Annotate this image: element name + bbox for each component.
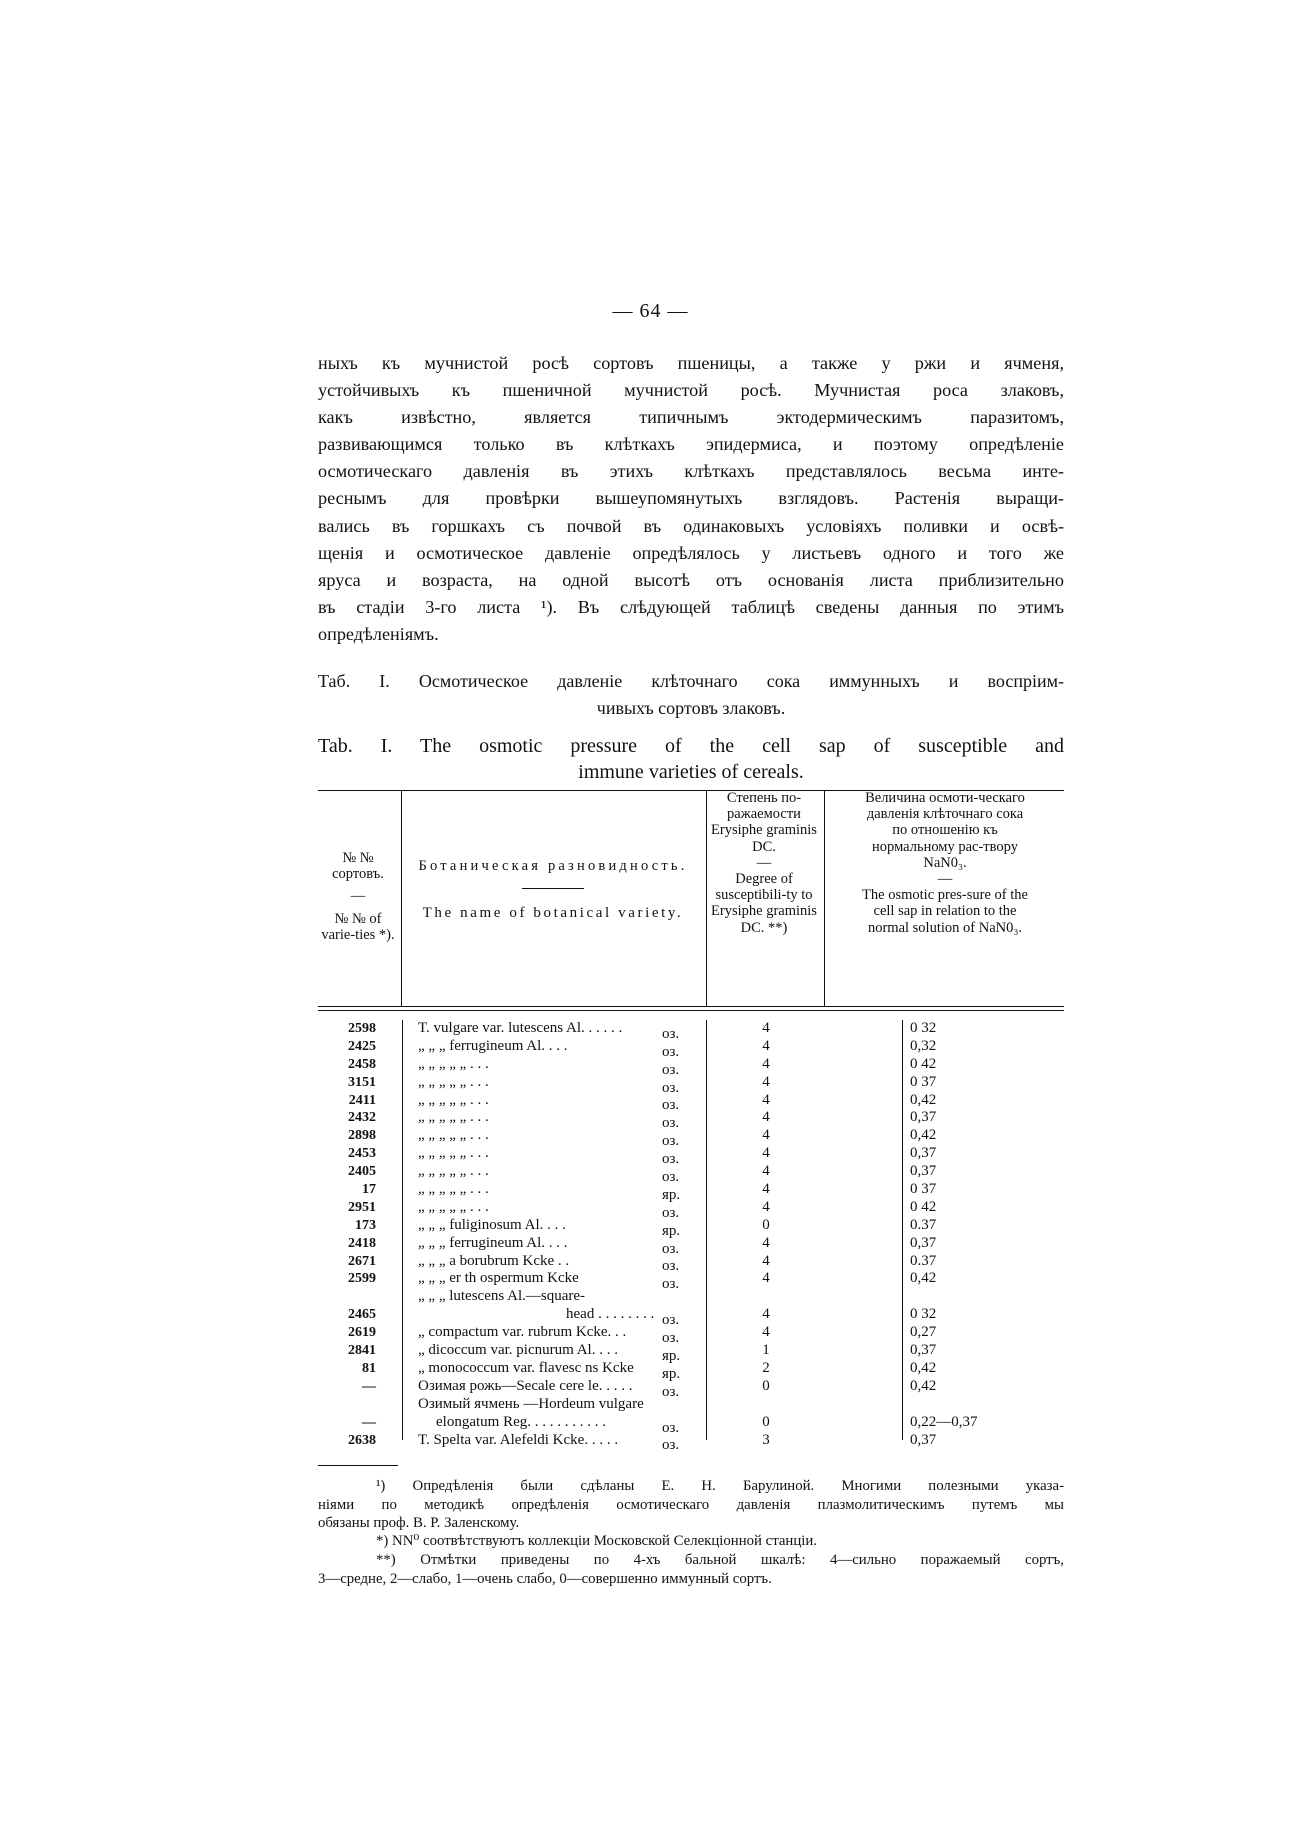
cell-variety: „ „ „ fuliginosum Al. . . . (418, 1216, 566, 1233)
cell-sowing: оз. (662, 1276, 680, 1293)
cell-sowing: оз. (662, 1151, 680, 1168)
cell-degree: 4 (762, 1306, 770, 1323)
cell-osmotic: 0,42 (910, 1270, 937, 1287)
cell-variety: „ „ „ „ „ . . . (418, 1181, 489, 1198)
table-row (318, 1431, 1064, 1454)
cell-osmotic: 0,37 (910, 1145, 937, 1162)
page-number: — 64 — (612, 300, 689, 322)
cell-number: — (362, 1414, 376, 1430)
cell-number: 2405 (348, 1164, 376, 1180)
cell-number: 2671 (348, 1253, 376, 1269)
cell-osmotic: 0 42 (910, 1055, 937, 1072)
cell-degree: 4 (762, 1109, 770, 1126)
table-row (318, 1145, 1064, 1168)
cell-osmotic: 0,37 (910, 1431, 937, 1448)
body-line: развивающимся только въ клѣткахъ эпидермиса, и поэтому опредѣленіе (318, 434, 1064, 455)
cell-variety: „ dicoccum var. picnurum Al. . . . (418, 1342, 618, 1359)
header-rule (522, 888, 584, 889)
cell-osmotic: 0,37 (910, 1234, 937, 1251)
header-degree-susceptibility (708, 790, 820, 936)
cell-degree: 3 (762, 1431, 770, 1448)
table-row (318, 1020, 1064, 1042)
cell-sowing: оз. (662, 1419, 680, 1436)
cell-osmotic: 0,27 (910, 1324, 937, 1341)
cell-osmotic: 0 37 (910, 1073, 937, 1090)
cell-degree: 4 (762, 1163, 770, 1180)
table-row (318, 1288, 1064, 1329)
cell-degree: 4 (762, 1073, 770, 1090)
cell-number: 2599 (348, 1271, 376, 1287)
cell-number: 173 (355, 1217, 376, 1233)
cell-number: 2598 (348, 1021, 376, 1036)
header-text-en: The osmotic pres-sure of the cell sap in relation to the normal solution of NaN0₃. (862, 887, 1028, 936)
cell-degree: 4 (762, 1252, 770, 1269)
header-dash: — (350, 888, 366, 905)
cell-number: 2458 (348, 1056, 376, 1072)
column-divider (706, 790, 707, 1006)
cell-osmotic: 0,42 (910, 1127, 937, 1144)
cell-variety: „ „ „ „ „ . . . (418, 1091, 489, 1108)
cell-number: 2453 (348, 1146, 376, 1162)
cell-osmotic: 0.37 (910, 1252, 937, 1269)
table-row (318, 1216, 1064, 1239)
cell-sowing: оз. (662, 1437, 680, 1454)
cell-sowing: оз. (662, 1169, 680, 1186)
table-caption-russian (318, 668, 1064, 722)
cell-osmotic: 0,42 (910, 1091, 937, 1108)
cell-variety: Озимая рожь—Secale cere le. . . . . (418, 1377, 633, 1394)
cell-number: 2841 (348, 1343, 376, 1359)
header-osmotic-pressure (826, 790, 1064, 936)
cell-sowing: оз. (662, 1043, 680, 1060)
cell-variety: „ „ „ lutescens Al.—square- (418, 1288, 586, 1305)
cell-variety: „ „ „ „ „ . . . (418, 1109, 489, 1126)
footnote-2 (318, 1532, 1064, 1551)
footnote-line: *) NN⁰ соотвѣтствуютъ коллекціи Московской Селекціонной станціи. (376, 1533, 818, 1549)
table-row (318, 1234, 1064, 1257)
cell-sowing: яр. (662, 1347, 681, 1364)
cell-sowing: оз. (662, 1025, 680, 1042)
header-dash: — (756, 854, 772, 871)
footnote-1 (318, 1477, 1064, 1533)
table-row (318, 1342, 1064, 1364)
cell-number: 2619 (348, 1325, 376, 1341)
cell-degree: 4 (762, 1037, 770, 1054)
body-line: опредѣленіямъ. (318, 623, 439, 644)
header-text-en: № № of varie-ties *). (321, 910, 395, 943)
cell-number: 2898 (348, 1128, 376, 1144)
table-row (318, 1181, 1064, 1203)
cell-variety: „ monococcum var. flavesc ns Kcke (418, 1359, 634, 1376)
table-header-rule (318, 1006, 1064, 1007)
cell-degree: 0 (762, 1377, 770, 1394)
table-header-rule-double (318, 1010, 1064, 1011)
cell-osmotic: 0,42 (910, 1359, 937, 1376)
cell-sowing: оз. (662, 1204, 680, 1221)
table-row (318, 1377, 1064, 1400)
cell-degree: 0 (762, 1413, 770, 1430)
cell-variety: „ „ „ ferrugineum Al. . . . (418, 1037, 568, 1054)
table-row (318, 1109, 1064, 1132)
table-row (318, 1091, 1064, 1114)
body-line: осмотическаго давленія въ этихъ клѣткахъ представлялось весьма инте- (318, 461, 1064, 482)
cell-variety: „ „ „ a borubrum Kcke . . (418, 1252, 570, 1269)
header-dash: — (937, 871, 953, 888)
cell-osmotic: 0,42 (910, 1377, 937, 1394)
cell-degree: 4 (762, 1324, 770, 1341)
cell-osmotic: 0,37 (910, 1109, 937, 1126)
table-body (318, 1020, 1064, 1454)
body-line: щенія и осмотическое давленіе опредѣлялось у листьевъ одного и того же (318, 542, 1064, 563)
cell-osmotic: 0,32 (910, 1037, 937, 1054)
cell-degree: 2 (762, 1359, 770, 1376)
cell-variety-cont: head . . . . . . . . (566, 1306, 655, 1323)
table-row (318, 1395, 1064, 1436)
cell-number: — (362, 1378, 376, 1394)
body-line: въ стадіи 3-го листа ¹). Въ слѣдующей таблицѣ сведены данныя по этимъ (318, 596, 1064, 617)
cell-variety: „ „ „ ferrugineum Al. . . . (418, 1234, 568, 1251)
footnote-line: обязаны проф. В. Р. Заленскому. (318, 1515, 520, 1532)
body-paragraph (318, 350, 1064, 648)
footnote-3 (318, 1551, 1064, 1588)
cell-sowing: оз. (662, 1383, 680, 1400)
column-divider (824, 790, 825, 1006)
body-line: ныхъ къ мучнистой росѣ сортовъ пшеницы, а также у ржи и ячменя, (318, 353, 1064, 373)
header-text-en: Degree of susceptibili-ty to Erysiphe graminis DC. **) (711, 871, 817, 936)
caption-line: immune varieties of cereals. (578, 761, 804, 783)
body-line: вались въ горшкахъ съ почвой въ одинаковыхъ условіяхъ поливки и освѣ- (318, 515, 1064, 536)
cell-variety-cont: elongatum Reg. . . . . . . . . . . (436, 1413, 606, 1430)
cell-sowing: оз. (662, 1097, 680, 1114)
cell-number: 2465 (348, 1307, 376, 1323)
cell-osmotic: 0.37 (910, 1216, 937, 1233)
cell-sowing: оз. (662, 1240, 680, 1257)
cell-variety: „ „ „ „ „ . . . (418, 1055, 489, 1072)
cell-degree: 4 (762, 1234, 770, 1251)
cell-degree: 4 (762, 1020, 770, 1036)
table-row (318, 1359, 1064, 1382)
cell-number: 2411 (348, 1092, 376, 1108)
cell-sowing: оз. (662, 1133, 680, 1150)
cell-sowing: яр. (662, 1222, 681, 1239)
cell-osmotic: 0,37 (910, 1163, 937, 1180)
cell-osmotic: 0 37 (910, 1181, 937, 1198)
cell-degree: 0 (762, 1216, 770, 1233)
body-line: яруса и возраста, на одной высотѣ отъ основанія листа приблизительно (318, 569, 1064, 590)
header-text-ru: Ботаническая разновидность. (418, 858, 688, 874)
caption-line: Таб. I. Осмотическое давленіе клѣточнаго сока иммунныхъ и воспріим- (318, 671, 1064, 691)
column-divider (401, 790, 402, 1006)
cell-variety: „ „ „ „ „ . . . (418, 1073, 489, 1090)
table-row (318, 1073, 1064, 1096)
cell-osmotic: 0,37 (910, 1342, 937, 1359)
header-variety-number (318, 850, 398, 943)
cell-variety: T. vulgare var. lutescens Al. . . . . . (418, 1020, 623, 1036)
cell-osmotic: 0 32 (910, 1306, 937, 1323)
table-row (318, 1163, 1064, 1186)
cell-variety: Озимый ячмень —Hordeum vulgare (418, 1395, 644, 1412)
body-line: реснымъ для провѣрки вышеупомянутыхъ взглядовъ. Растенія выращи- (318, 488, 1064, 509)
caption-line: чивыхъ сортовъ злаковъ. (596, 698, 786, 718)
footnote-line: 3—средне, 2—слабо, 1—очень слабо, 0—совершенно иммунный сортъ. (318, 1570, 772, 1587)
cell-sowing: оз. (662, 1061, 680, 1078)
table-row (318, 1324, 1064, 1347)
footnote-rule (318, 1465, 398, 1466)
cell-number: 2425 (348, 1038, 376, 1054)
cell-degree: 1 (762, 1342, 770, 1359)
cell-variety: „ „ „ „ „ . . . (418, 1145, 489, 1162)
cell-variety: „ „ „ „ „ . . . (418, 1163, 489, 1180)
table-caption-english (318, 733, 1064, 785)
cell-degree: 4 (762, 1181, 770, 1198)
header-text-ru: Степень по-ражаемости Erysiphe graminis DC. (711, 790, 817, 855)
cell-variety: „ „ „ er th ospermum Kcke (418, 1270, 579, 1287)
cell-degree: 4 (762, 1270, 770, 1287)
cell-osmotic: 0,22—0,37 (910, 1413, 978, 1430)
table-row (318, 1198, 1064, 1221)
cell-variety: „ „ „ „ „ . . . (418, 1198, 489, 1215)
table-row (318, 1127, 1064, 1150)
cell-sowing: оз. (662, 1258, 680, 1275)
cell-variety: „ „ „ „ „ . . . (418, 1127, 489, 1144)
footnote-line: **) Отмѣтки приведены по 4-хъ бальной шкалѣ: 4—сильно поражаемый сортъ, (376, 1552, 1064, 1568)
cell-number: 2432 (348, 1110, 376, 1126)
cell-degree: 4 (762, 1055, 770, 1072)
cell-number: 81 (362, 1360, 376, 1376)
cell-sowing: яр. (662, 1186, 681, 1203)
header-text-ru: № № сортовъ. (332, 850, 384, 883)
cell-sowing: оз. (662, 1115, 680, 1132)
cell-osmotic: 0 32 (910, 1020, 937, 1036)
cell-degree: 4 (762, 1127, 770, 1144)
body-line: какъ извѣстно, является типичнымъ эктодермическимъ паразитомъ, (318, 407, 1064, 428)
cell-variety: T. Spelta var. Alefeldi Kcke. . . . . (418, 1431, 619, 1448)
cell-sowing: оз. (662, 1312, 680, 1329)
cell-number: 2418 (348, 1235, 376, 1251)
data-table (318, 790, 1064, 1454)
header-text-en: The name of botanical variety. (422, 905, 684, 922)
footnote-line: ніями по методикѣ опредѣленія осмотическаго давленія плазмолитическимъ путемъ мы (318, 1496, 1064, 1513)
header-botanical-variety (404, 858, 702, 922)
cell-sowing: яр. (662, 1365, 681, 1382)
table-row (318, 1270, 1064, 1293)
table-row (318, 1055, 1064, 1078)
header-text-ru: Величина осмоти-ческаго давленія клѣточнаго сока по отношенію къ нормальному рас-твору NaN0₃. (865, 790, 1025, 871)
cell-degree: 4 (762, 1091, 770, 1108)
cell-degree: 4 (762, 1198, 770, 1215)
cell-number: 3151 (348, 1074, 376, 1090)
cell-variety: „ compactum var. rubrum Kcke. . . (418, 1324, 627, 1341)
cell-number: 17 (362, 1182, 376, 1198)
table-row (318, 1252, 1064, 1275)
cell-number: 2638 (348, 1432, 376, 1448)
cell-degree: 4 (762, 1145, 770, 1162)
table-row (318, 1037, 1064, 1060)
cell-sowing: оз. (662, 1330, 680, 1347)
body-line: устойчивыхъ къ пшеничной мучнистой росѣ. Мучнистая роса злаковъ, (318, 380, 1064, 401)
cell-number: 2951 (348, 1199, 376, 1215)
cell-sowing: оз. (662, 1079, 680, 1096)
caption-line: Tab. I. The osmotic pressure of the cell sap of susceptible and (318, 735, 1064, 757)
footnote-line: ¹) Опредѣленія были сдѣланы Е. Н. Барулиной. Многими полезными указа- (376, 1478, 1064, 1494)
cell-osmotic: 0 42 (910, 1198, 937, 1215)
